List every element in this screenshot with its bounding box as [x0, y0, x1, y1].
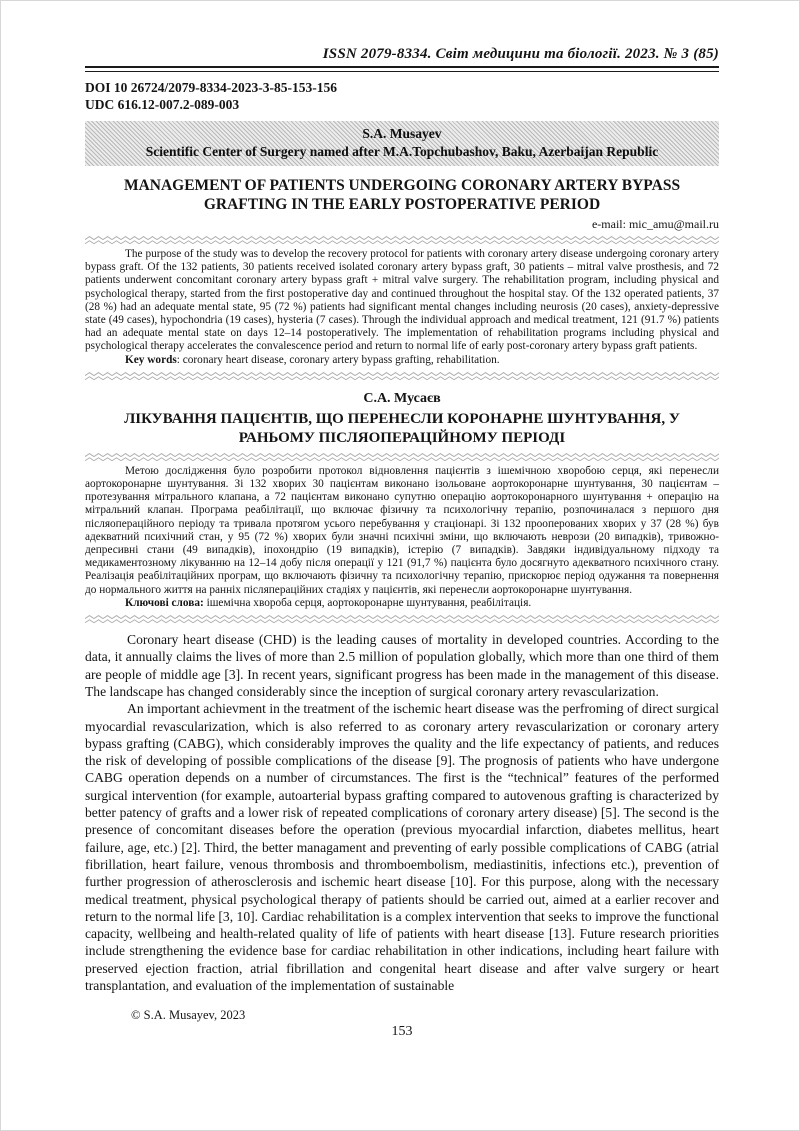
journal-page [85, 1, 719, 1040]
author-name: S.A. Musayev [362, 126, 442, 141]
author-affiliation: Scientific Center of Surgery named after M.A.Topchubashov, Baku, Azerbaijan Republic [145, 143, 659, 159]
header-double-rule [85, 66, 719, 72]
abstract-en-keywords [85, 354, 719, 367]
zigzag-divider [85, 615, 719, 624]
article-meta [85, 79, 719, 113]
abstract-en [85, 248, 719, 367]
author-affiliation-box [85, 121, 719, 166]
zigzag-divider [85, 372, 719, 381]
zigzag-divider [85, 236, 719, 245]
journal-issn-line: ISSN 2079-8334. Світ медицини та біології. 2023. № 3 (85) [322, 46, 719, 62]
abstract-uk [85, 465, 719, 610]
body-paragraph-1: Coronary heart disease (CHD) is the leading causes of mortality in developed countries. According to the data, it annually claims the lives of more than 2.5 million of population globally, which more than one third of them are people of middle age [3]. In recent years, significant progress has been made in the management of this disease. The landscape has changed considerably since the inception of surgical coronary artery revascularization. [85, 632, 719, 699]
udc-line: UDC 616.12-007.2-089-003 [85, 97, 240, 112]
article-title-en: MANAGEMENT OF PATIENTS UNDERGOING CORONARY ARTERY BYPASS GRAFTING IN THE EARLY POSTOPERATIVE PERIOD [123, 177, 681, 213]
body-paragraph-2: An important achievment in the treatment of the ischemic heart disease was the perfroming of direct surgical myocardial revascularization, which is also referred to as coronary artery revascularization or coronary artery bypass grafting (CABG), which considerably improves the quality and the life expectancy of patients, and reduces the risk of developing of possible complications of the disease [9]. The prognosis of patients who have undergone CABG operation depends on a number of circumstances. The first is the “technical” features of the performed surgical intervention (for example, autoarterial bypass grafting compared to autovenous grafting is characterized by better patency of grafts and a lower risk of repeated complications of coronary artery disease) [5]. The second is the presence of concomitant diseases before the operation (previous myocardial infarction, diabetes mellitus, heart failure, age, etc.) [2]. Third, the better managament and preventing of early possible complications of CABG (atrial fibrillation, heart failure, venous thrombosis and thromboembolism, mediastinitis, infections etc.), prevention of further progression of atherosclerosis and ischemic heart disease [10]. For this purpose, along with the necessary medical treatment, physical psychological therapy of patients should be carried out, aimed at a earlier recover and return to the normal life [3, 10]. Cardiac rehabilitation is a complex intervention that seeks to improve the functional capacity, wellbeing and health-related quality of life of patients with heart disease [13]. Future research priorities include strengthening the evidence base for cardiac rehabilitation in other indications, including heart failure with preserved ejection fraction, atrial fibrillation and congenital heart disease and after valve surgery or heart transplantation, and evaluation of the implementation of sustainable [85, 701, 719, 993]
keywords-text-uk: ішемічна хвороба серця, аортокоронарне шунтування, реабілітація. [203, 596, 532, 609]
keywords-text-en: : coronary heart disease, coronary artery bypass grafting, rehabilitation. [176, 353, 500, 366]
keywords-label-uk: Ключові слова: [125, 596, 204, 609]
abstract-uk-text: Метою дослідження було розробити протокол відновлення пацієнтів з ішемічною хворобою серця, які перенесли аортокоронарне шунтування. Зі 132 хворих 30 пацієнтам виконано ізольоване аортокоронарне шунтування, 30 пацієнтам – протезування мітрального клапана, а 72 пацієнтам виконано супутню операцію аортокоронарного шунтування + операцію на мітральний клапан. Програма реабілітації, що включає фізичну та психологічну терапію, розпочиналася з першого дня післяопераційного періоду та тривала протягом усього перебування у стаціонарі. Зі 132 прооперованих хворих у 37 (28 %) був адекватний психічний стан, у 95 (72 %) хворих були значні психічні зміни, що включають неврози (20 випадків), тривожно-депресивні стани (49 випадків), іпохондрію (19 випадків), істерію (7 випадків). Завдяки індивідуальному підходу та медикаментозному лікуванню на 12–14 добу після операції у 121 (91,7 %) пацієнта було досягнуто адекватного психічного стану. Реалізація реабілітаційних програм, що включають фізичну та психологічну терапію, прискорює період одужання та повернення до нормального життя на ранніх післяпераційних стадіях у пацієнтів, які перенесли аортокоронарне шунтування. [85, 464, 719, 596]
article-title-uk: ЛІКУВАННЯ ПАЦІЄНТІВ, ЩО ПЕРЕНЕСЛИ КОРОНАРНЕ ШУНТУВАННЯ, У РАНЬОМУ ПІСЛЯОПЕРАЦІЙНОМУ ПЕРІОДІ [124, 410, 680, 446]
page-number: 153 [391, 1024, 413, 1040]
doi-line: DOI 10 26724/2079-8334-2023-3-85-153-156 [85, 80, 337, 95]
article-body [85, 631, 719, 994]
copyright-line: © S.A. Musayev, 2023 [131, 1008, 246, 1023]
abstract-uk-keywords [85, 597, 719, 610]
email-line: e-mail: mic_amu@mail.ru [591, 217, 719, 231]
author-name-uk: С.А. Мусаєв [363, 390, 441, 406]
zigzag-divider [85, 453, 719, 462]
abstract-en-text: The purpose of the study was to develop the recovery protocol for patients with coronary artery disease undergoing coronary artery bypass graft. Of the 132 patients, 30 patients received isolated coronary artery bypass graft, 30 patients – mitral valve prosthesis, and 72 patients underwent concomitant coronary artery bypass graft + mitral valve surgery. The rehabilitation program, including physical and psychological therapy, started from the first postoperative day and continued throughout the hospital stay. Of the 132 operated patients, 37 (28 %) had an adequate mental state, 95 (72 %) patients had significant mental changes including neurosis (20 cases), anxiety-depressive state (49 cases), hypochondria (19 cases), hysteria (7 cases). Through the individual approach and medical treatment, 121 (91.7 %) patients had an adequate mental state on days 12–14 postoperatively. The implementation of rehabilitation programs including physical and psychological therapy accelerates the convalescence period and return to normal life of early post-coronary artery bypass graft patients. [85, 248, 719, 353]
keywords-label-en: Key words [125, 353, 177, 366]
